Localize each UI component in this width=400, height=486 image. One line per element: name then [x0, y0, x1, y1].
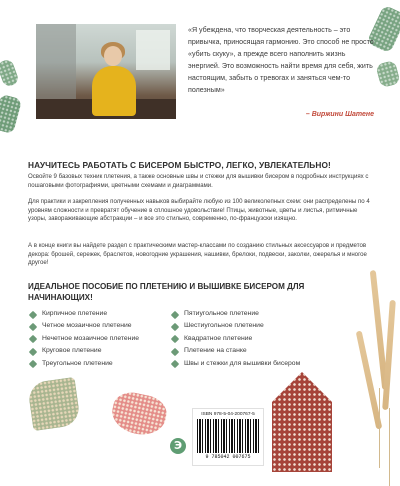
beaded-leaf-decoration: [375, 60, 400, 88]
wheat-stem: [379, 388, 380, 468]
bead-bullet-icon: [29, 323, 37, 331]
bead-bullet-icon: [171, 360, 179, 368]
intro-heading: НАУЧИТЕСЬ РАБОТАТЬ С БИСЕРОМ БЫСТРО, ЛЕГКО, УВЛЕКАТЕЛЬНО!: [28, 160, 331, 170]
author-quote: «Я убеждена, что творческая деятельность – это привычка, приносящая гармонию. Это способ не просто «убить скуку», а прежде всего наполнить жизнь энергией. Это возможность найти время для себя, жить настоящим, забыть о тревогах и заняться чем-то полезным»: [188, 26, 374, 95]
barcode-number: 9 785042 007675: [205, 454, 251, 460]
author-photo: [36, 24, 176, 119]
list-item: Квадратное плетение: [172, 333, 300, 345]
intro-paragraph: Для практики и закрепления полученных навыков выбирайте любую из 100 великолепных схем: они распределены по 4 уровням сложности и превратят обучение в сплошное удовольствие! Птицы, животные, цветы и листья, ритмичные узоры, завораживающие абстракции – и все это стильно, современно, по-французски изящно.: [28, 198, 370, 223]
technique-list-left: [30, 308, 139, 370]
beaded-heart-brooch: [108, 389, 169, 439]
list-item: Нечетное мозаичное плетение: [30, 333, 139, 345]
bead-bullet-icon: [171, 335, 179, 343]
intro-paragraph: А в конце книги вы найдете раздел с практическими мастер-классами по созданию стильных аксессуаров и предметов декора: брошей, сережек, браслетов, новогодние украшения, нашивки, брелоки, подвески, заколки, ожерелья и многое другое!: [28, 242, 367, 267]
bead-bullet-icon: [171, 323, 179, 331]
list-item: Кирпичное плетение: [30, 308, 139, 320]
bead-bullet-icon: [29, 360, 37, 368]
beaded-leaf-brooch: [27, 377, 81, 431]
beaded-leaf-decoration: [0, 58, 20, 88]
bead-bullet-icon: [29, 348, 37, 356]
quote-author: – Виржини Шатене: [305, 111, 374, 118]
beaded-house-ornament: [272, 372, 332, 472]
bead-bullet-icon: [171, 348, 179, 356]
list-item: Пятиугольное плетение: [172, 308, 300, 320]
bead-bullet-icon: [29, 310, 37, 318]
wheat-stem: [389, 408, 390, 486]
isbn-barcode: [192, 408, 264, 466]
publisher-logo-icon: Э: [170, 438, 186, 454]
intro-paragraph: Освойте 9 базовых техник плетения, а также основные швы и стежки для вышивки бисером в подробных инструкциях с пошаговыми фотографиями, цветными схемами и диаграммами.: [28, 173, 369, 189]
list-item: Треугольное плетение: [30, 358, 139, 370]
list-item: Шестиугольное плетение: [172, 320, 300, 332]
list-item: Плетение на станке: [172, 345, 300, 357]
list-item: Четное мозаичное плетение: [30, 320, 139, 332]
list-item: Швы и стежки для вышивки бисером: [172, 358, 300, 370]
barcode-bars: [197, 419, 259, 453]
guide-heading: ИДЕАЛЬНОЕ ПОСОБИЕ ПО ПЛЕТЕНИЮ И ВЫШИВКЕ БИСЕРОМ ДЛЯ НАЧИНАЮЩИХ!: [28, 282, 305, 302]
list-item: Круговое плетение: [30, 345, 139, 357]
bead-bullet-icon: [171, 310, 179, 318]
beaded-leaf-decoration: [0, 94, 22, 134]
bead-bullet-icon: [29, 335, 37, 343]
technique-list-right: [172, 308, 300, 370]
isbn-label: ISBN 978-5-04-200767-5: [201, 412, 255, 417]
